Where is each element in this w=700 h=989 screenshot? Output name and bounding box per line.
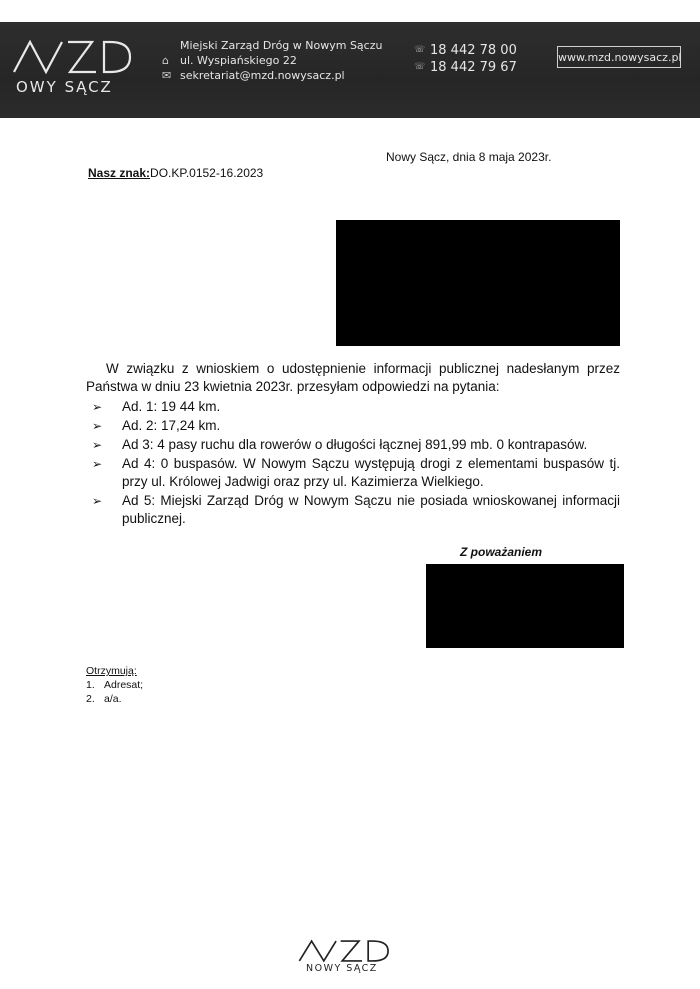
closing-salutation: Z poważaniem bbox=[460, 545, 543, 559]
answer-text: Ad 5: Miejski Zarząd Dróg w Nowym Sączu nie posiada wnioskowanej informacji publicznej. bbox=[122, 493, 620, 526]
phone-icon: ☏ bbox=[414, 62, 426, 72]
email-text: sekretariat@mzd.nowysacz.pl bbox=[180, 69, 345, 82]
arrow-bullet-icon: ➢ bbox=[92, 438, 103, 452]
arrow-bullet-icon: ➢ bbox=[92, 457, 103, 471]
recipients-list bbox=[86, 678, 143, 706]
recipient-number: 1. bbox=[86, 679, 95, 691]
phone-row-1 bbox=[414, 42, 517, 59]
org-contact bbox=[162, 38, 382, 83]
recipients bbox=[86, 664, 143, 706]
footer-logo-subtitle: NOWY SĄCZ bbox=[306, 963, 378, 974]
home-icon: ⌂ bbox=[162, 54, 169, 67]
website-box: www.mzd.nowysacz.pl bbox=[557, 46, 681, 68]
intro-paragraph: W związku z wnioskiem o udostępnienie informacji publicznej nadesłanym przez Państwa w dniu 23 kwietnia 2023r. przesyłam odpowiedzi na pytania: bbox=[86, 361, 620, 394]
email-row bbox=[162, 68, 382, 83]
phone-icon: ☏ bbox=[414, 45, 426, 55]
mzd-logo-mark-icon bbox=[10, 38, 140, 78]
logo-subtitle: OWY SĄCZ bbox=[16, 78, 113, 96]
list-item bbox=[86, 692, 143, 706]
phone-row-2 bbox=[414, 59, 517, 76]
answer-text: Ad 4: 0 buspasów. W Nowym Sączu występują drogi z elementami buspasów tj. przy ul. Królowej Jadwigi oraz przy ul. Kazimierza Wielkiego. bbox=[122, 456, 620, 489]
reference-number bbox=[88, 166, 263, 180]
answer-text: Ad. 1: 19 44 km. bbox=[122, 399, 221, 414]
mzd-logo-mark-icon bbox=[296, 938, 396, 964]
org-name: Miejski Zarząd Dróg w Nowym Sączu bbox=[180, 39, 383, 52]
arrow-bullet-icon: ➢ bbox=[92, 494, 103, 508]
list-item bbox=[86, 398, 620, 416]
answer-text: Ad 3: 4 pasy ruchu dla rowerów o długości łącznej 891,99 mb. 0 kontrapasów. bbox=[122, 437, 588, 452]
list-item bbox=[86, 417, 620, 435]
recipients-heading: Otrzymują: bbox=[86, 665, 137, 677]
redacted-signature-block bbox=[426, 564, 624, 648]
reference-label: Nasz znak: bbox=[88, 166, 151, 180]
address-text: ul. Wyspiańskiego 22 bbox=[180, 54, 297, 67]
answers-list bbox=[86, 398, 620, 528]
arrow-bullet-icon: ➢ bbox=[92, 419, 103, 433]
list-item bbox=[86, 492, 620, 528]
phone-1: 18 442 78 00 bbox=[430, 43, 517, 58]
envelope-icon: ✉ bbox=[162, 69, 172, 82]
arrow-bullet-icon: ➢ bbox=[92, 400, 103, 414]
recipient-name: a/a. bbox=[104, 693, 122, 705]
place-date: Nowy Sącz, dnia 8 maja 2023r. bbox=[386, 150, 552, 164]
list-item bbox=[86, 436, 620, 454]
phone-numbers bbox=[414, 42, 517, 76]
list-item bbox=[86, 678, 143, 692]
letter-body bbox=[86, 360, 620, 529]
list-item bbox=[86, 455, 620, 491]
recipient-name: Adresat; bbox=[104, 679, 144, 691]
recipient-number: 2. bbox=[86, 693, 95, 705]
redacted-recipient-block bbox=[336, 220, 620, 346]
answer-text: Ad. 2: 17,24 km. bbox=[122, 418, 221, 433]
footer-logo bbox=[296, 938, 396, 982]
letterhead bbox=[0, 22, 700, 118]
mzd-logo bbox=[0, 38, 140, 108]
phone-2: 18 442 79 67 bbox=[430, 60, 517, 75]
address-row bbox=[162, 53, 382, 68]
reference-value: DO.KP.0152-16.2023 bbox=[150, 166, 264, 180]
